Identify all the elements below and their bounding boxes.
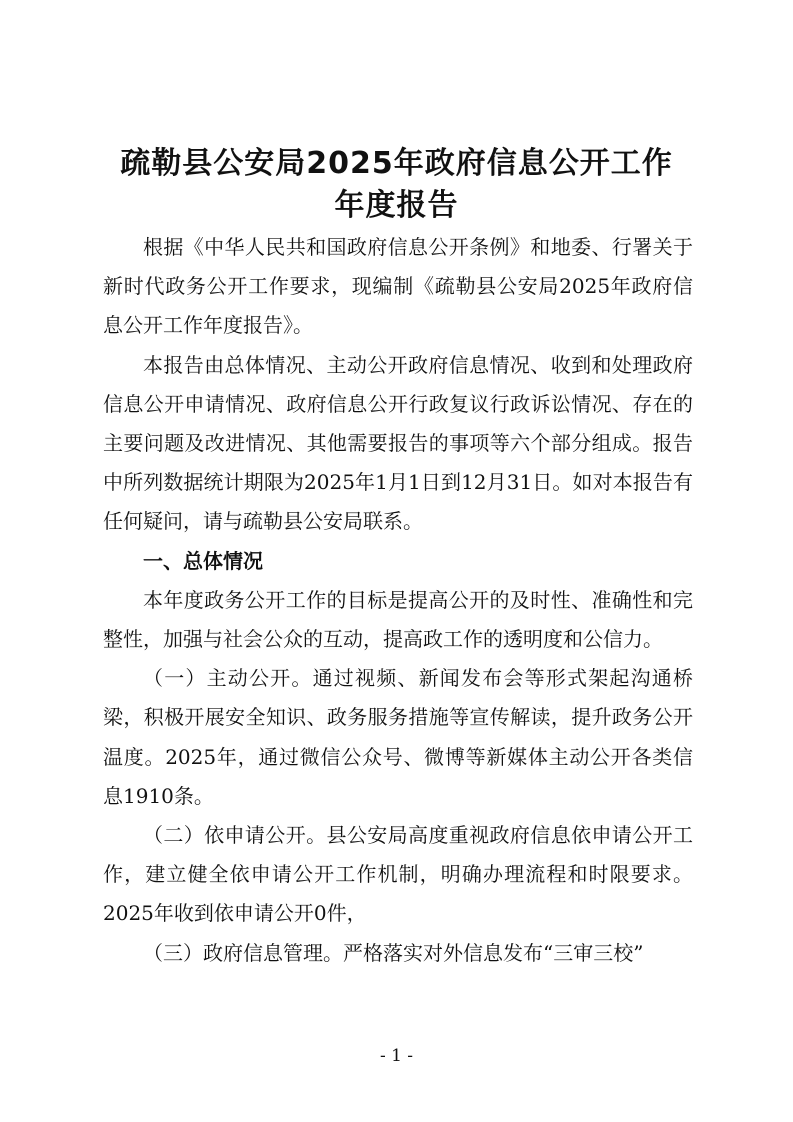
document-body (103, 228, 693, 973)
intro-paragraph-1: 根据《中华人民共和国政府信息公开条例》和地委、行署关于新时代政务公开工作要求，现编制《疏勒县公安局2025年政府信息公开工作年度报告》。 (103, 235, 693, 338)
information-management-paragraph: （三）政府信息管理。严格落实对外信息发布“三审三校” (143, 940, 644, 965)
overview-paragraph: 本年度政务公开工作的目标是提高公开的及时性、准确性和完整性，加强与社会公众的互动，提高政工作的透明度和公信力。 (103, 587, 693, 652)
application-disclosure-paragraph: （二）依申请公开。县公安局高度重视政府信息依申请公开工作，建立健全依申请公开工作机制，明确办理流程和时限要求。2025年收到依申请公开0件， (103, 823, 693, 926)
document-title-line2: 年度报告 (334, 188, 459, 223)
page-number: - 1 - (379, 1046, 414, 1066)
document-title-line1: 疏勒县公安局2025年政府信息公开工作 (120, 146, 673, 181)
intro-paragraph-2: 本报告由总体情况、主动公开政府信息情况、收到和处理政府信息公开申请情况、政府信息公开行政复议行政诉讼情况、存在的主要问题及改进情况、其他需要报告的事项等六个部分组成。报告中所列数据统计期限为2025年1月1日到12月31日。如对本报告有任何疑问，请与疏勒县公安局联系。 (103, 352, 693, 534)
section-heading-overview: 一、总体情况 (143, 548, 263, 573)
active-disclosure-paragraph: （一）主动公开。通过视频、新闻发布会等形式架起沟通桥梁，积极开展安全知识、政务服务措施等宣传解读，提升政务公开温度。2025年，通过微信公众号、微博等新媒体主动公开各类信息1910条。 (103, 666, 693, 808)
